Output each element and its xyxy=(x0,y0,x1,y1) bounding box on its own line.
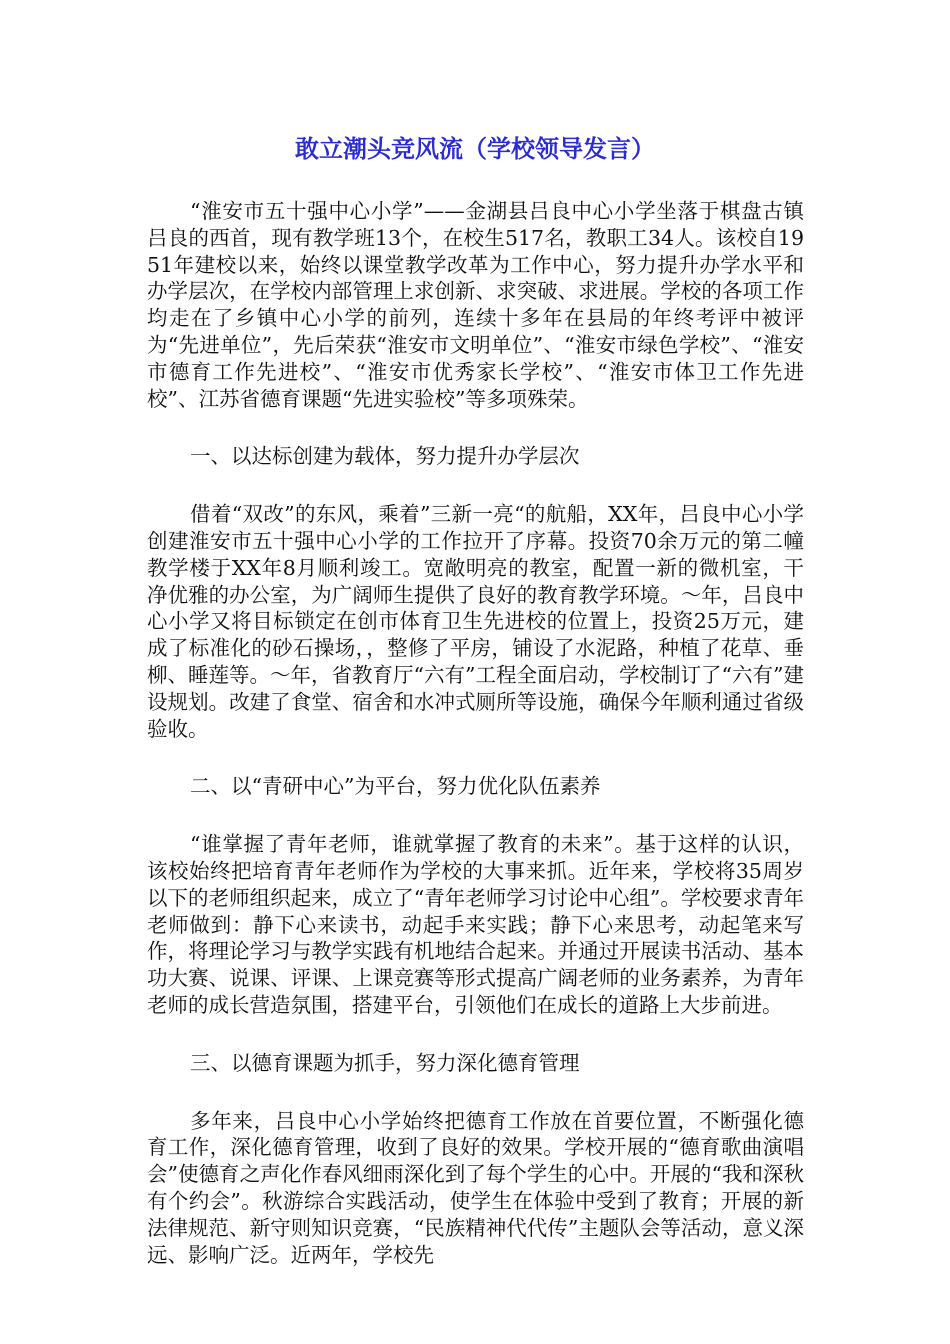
section-heading-1: 一、以达标创建为载体，努力提升办学层次 xyxy=(190,444,580,469)
section-heading-3: 三、以德育课题为抓手，努力深化德育管理 xyxy=(190,1050,580,1075)
intro-paragraph: “淮安市五十强中心小学”——金湖县吕良中心小学坐落于棋盘古镇吕良的西首，现有教学班13个，在校生517名，教职工34人。该校自1951年建校以来，始终以课堂教学改革为工作中心，努力提升办学水平和办学层次，在学校内部管理上求创新、求突破、求进展。学校的各项工作均走在了乡镇中心小学的前列，连续十多年在县局的年终考评中被评为“先进单位”，先后荣获“淮安市文明单位”、“淮安市绿色学校”、“淮安市德育工作先进校”、“淮安市优秀家长学校”、“淮安市体卫工作先进校”、江苏省德育课题“先进实验校”等多项殊荣。 xyxy=(147,199,804,411)
document-body xyxy=(147,198,804,1299)
section-3-paragraph: 多年来，吕良中心小学始终把德育工作放在首要位置，不断强化德育工作，深化德育管理，收到了良好的效果。学校开展的“德育歌曲演唱会”使德育之声化作春风细雨深化到了每个学生的心中。开展的“我和深秋有个约会”。秋游综合实践活动，使学生在体验中受到了教育；开展的新法律规范、新守则知识竞赛，“民族精神代代传”主题队会等活动，意义深远、影响广泛。近两年，学校先 xyxy=(147,1108,804,1267)
document-title: 敢立潮头竞风流（学校领导发言） xyxy=(295,135,655,163)
section-2-paragraph: “谁掌握了青年老师，谁就掌握了教育的未来”。基于这样的认识，该校始终把培育青年老师作为学校的大事来抓。近年来，学校将35周岁以下的老师组织起来，成立了“青年老师学习讨论中心组”。学校要求青年老师做到：静下心来读书，动起手来实践；静下心来思考，动起笔来写作，将理论学习与教学实践有机地结合起来。并通过开展读书活动、基本功大赛、说课、评课、上课竞赛等形式提高广阔老师的业务素养，为青年老师的成长营造氛围，搭建平台，引领他们在成长的道路上大步前进。 xyxy=(147,832,804,1017)
section-1-paragraph: 借着“双改”的东风，乘着”三新一亮“的航船，XX年，吕良中心小学创建淮安市五十强中心小学的工作拉开了序幕。投资70余万元的第二幢教学楼于XX年8月顺利竣工。宽敞明亮的教室，配置一新的微机室，干净优雅的办公室，为广阔师生提供了良好的教育教学环境。～年，吕良中心小学又将目标锁定在创市体育卫生先进校的位置上，投资25万元，建成了标准化的砂石操场，，整修了平房，铺设了水泥路，种植了花草、垂柳、睡莲等。～年，省教育厅“六有”工程全面启动，学校制订了“六有”建设规划。改建了食堂、宿舍和水冲式厕所等设施，确保今年顺利通过省级验收。 xyxy=(147,502,804,741)
section-heading-2: 二、以“青研中心”为平台，努力优化队伍素养 xyxy=(190,774,601,799)
